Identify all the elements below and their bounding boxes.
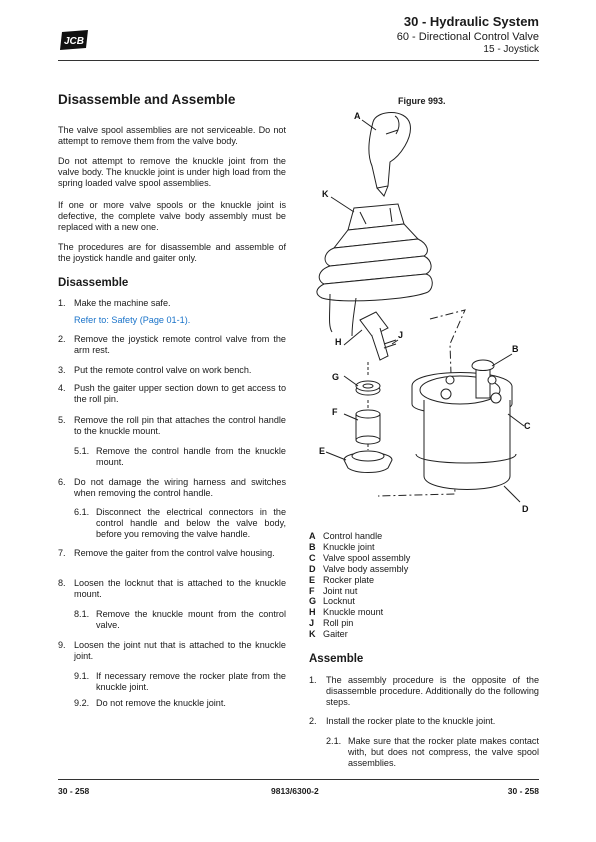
legend-key: H bbox=[309, 607, 316, 618]
legend-label: Roll pin bbox=[323, 618, 354, 629]
step-text: Remove the knuckle mount from the control valve. bbox=[96, 609, 286, 631]
callout-K: K bbox=[322, 189, 329, 199]
header-subtitle: 60 - Directional Control Valve bbox=[396, 31, 539, 43]
callout-E: E bbox=[319, 446, 326, 456]
legend-label: Locknut bbox=[323, 596, 355, 607]
step-number: 1. bbox=[309, 675, 317, 685]
callout-A: A bbox=[354, 111, 361, 121]
legend-item bbox=[309, 586, 357, 597]
legend-item bbox=[309, 564, 408, 575]
disassemble-heading: Disassemble bbox=[58, 277, 129, 289]
footer-doc-number: 9813/6300-2 bbox=[271, 786, 319, 796]
callout-J: J bbox=[398, 330, 404, 340]
legend-label: Gaiter bbox=[323, 629, 348, 640]
footer-page-right: 30 - 258 bbox=[507, 786, 539, 796]
legend-item bbox=[309, 596, 355, 607]
step-number: 1. bbox=[58, 298, 66, 308]
footer-page-left: 30 - 258 bbox=[58, 786, 90, 796]
step-number: 4. bbox=[58, 383, 66, 393]
header-title: 30 - Hydraulic System bbox=[403, 14, 539, 29]
legend-item bbox=[309, 575, 374, 586]
step-text: Make the machine safe. bbox=[74, 298, 171, 308]
step-number: 3. bbox=[58, 365, 66, 375]
legend-label: Valve body assembly bbox=[323, 563, 409, 574]
assemble-heading: Assemble bbox=[309, 653, 364, 665]
step-text: Remove the joystick remote control valve from the arm rest. bbox=[74, 334, 286, 356]
step-number: 9.2. bbox=[74, 698, 90, 708]
step-text: Do not damage the wiring harness and switches when removing the control handle. bbox=[74, 477, 286, 499]
legend-key: E bbox=[309, 574, 316, 585]
step-number: 6.1. bbox=[74, 507, 90, 517]
step-text: Put the remote control valve on work bench. bbox=[74, 365, 252, 375]
step-number: 6. bbox=[58, 477, 66, 487]
callout-C: C bbox=[524, 421, 531, 431]
callout-D: D bbox=[522, 504, 529, 514]
step-text: Make sure that the rocker plate makes contact with, but does not compress, the valve spool assemblies. bbox=[348, 736, 539, 769]
step-number: 2. bbox=[309, 716, 317, 726]
legend-key: F bbox=[309, 585, 315, 596]
callout-B: B bbox=[512, 344, 519, 354]
step-number: 2. bbox=[58, 334, 66, 344]
section-title: Disassemble and Assemble bbox=[58, 92, 236, 107]
step-text: Loosen the joint nut that is attached to the knuckle joint. bbox=[74, 640, 286, 662]
step-number: 5.1. bbox=[74, 446, 90, 456]
step-number: 7. bbox=[58, 548, 66, 558]
legend-key: G bbox=[309, 596, 317, 607]
step-text: The assembly procedure is the opposite of the disassemble procedure. Additionally do the following steps. bbox=[326, 675, 539, 708]
legend-item bbox=[309, 553, 410, 564]
legend-label: Valve spool assembly bbox=[323, 552, 411, 563]
legend-item bbox=[309, 542, 375, 553]
callout-G: G bbox=[332, 372, 340, 382]
step-text: Disconnect the electrical connectors in the control handle and below the valve body, before you removing the valve handle. bbox=[96, 507, 286, 540]
step-text: Push the gaiter upper section down to get access to the roll pin. bbox=[74, 383, 286, 405]
figure-title: Figure 993. bbox=[398, 96, 446, 106]
legend-item bbox=[309, 607, 383, 618]
legend-key: A bbox=[309, 531, 316, 541]
step-number: 2.1. bbox=[326, 736, 342, 746]
legend-label: Knuckle joint bbox=[323, 541, 375, 552]
legend-item bbox=[309, 531, 382, 542]
step-number: 9.1. bbox=[74, 671, 90, 681]
step-text: Remove the roll pin that attaches the control handle to the knuckle mount. bbox=[74, 415, 286, 437]
legend-label: Knuckle mount bbox=[323, 607, 384, 618]
callout-H: H bbox=[335, 337, 342, 347]
jcb-logo bbox=[58, 30, 90, 50]
legend-label: Control handle bbox=[323, 531, 383, 541]
intro-paragraph: If one or more valve spools or the knuckle joint is defective, the complete valve body assembly must be replaced with a new one. bbox=[58, 200, 286, 233]
legend-item bbox=[309, 618, 353, 629]
intro-paragraph: Do not attempt to remove the knuckle joint from the valve body. The knuckle joint is under high load from the spring loaded valve spool assemblies. bbox=[58, 156, 286, 189]
intro-paragraph: The procedures are for disassemble and assemble of the joystick handle and gaiter only. bbox=[58, 242, 286, 264]
joystick-exploded-diagram bbox=[300, 104, 545, 524]
safety-reference-link[interactable]: Refer to: Safety (Page 01-1). bbox=[74, 315, 191, 325]
step-text: Install the rocker plate to the knuckle joint. bbox=[326, 716, 496, 726]
legend-label: Rocker plate bbox=[323, 574, 375, 585]
header-subsection: 15 - Joystick bbox=[483, 44, 539, 55]
step-number: 9. bbox=[58, 640, 66, 650]
legend-label: Joint nut bbox=[323, 585, 358, 596]
legend-item bbox=[309, 629, 348, 640]
intro-paragraph: The valve spool assemblies are not serviceable. Do not attempt to remove them from the valve body. bbox=[58, 125, 286, 147]
step-number: 5. bbox=[58, 415, 66, 425]
step-text: Remove the gaiter from the control valve housing. bbox=[74, 548, 275, 558]
legend-key: D bbox=[309, 563, 316, 574]
step-number: 8. bbox=[58, 578, 66, 588]
callout-F: F bbox=[332, 407, 338, 417]
header-rule bbox=[58, 60, 539, 61]
brand-text: JCB bbox=[63, 36, 85, 47]
step-number: 8.1. bbox=[74, 609, 90, 619]
legend-key: C bbox=[309, 552, 316, 563]
legend-key: J bbox=[309, 618, 315, 629]
step-text: If necessary remove the rocker plate from the knuckle joint. bbox=[96, 671, 286, 693]
footer-rule bbox=[58, 779, 539, 780]
step-text: Loosen the locknut that is attached to the knuckle mount. bbox=[74, 578, 286, 600]
legend-key: B bbox=[309, 541, 316, 552]
step-text: Remove the control handle from the knuckle mount. bbox=[96, 446, 286, 468]
step-text: Do not remove the knuckle joint. bbox=[96, 698, 226, 708]
legend-key: K bbox=[309, 629, 316, 640]
